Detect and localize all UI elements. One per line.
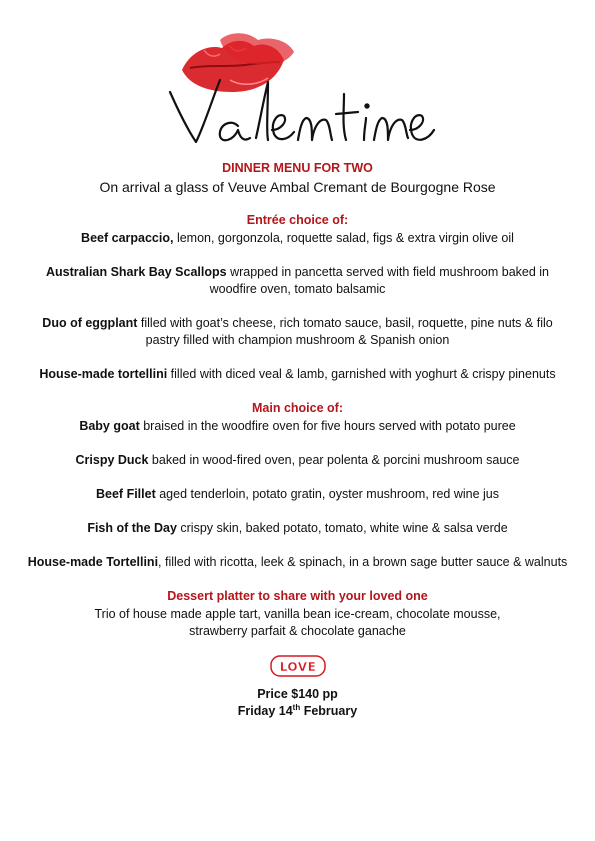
dessert-heading: Dessert platter to share with your loved one <box>167 589 428 603</box>
main-item <box>28 520 568 537</box>
menu-content <box>0 160 595 720</box>
love-heart-icon <box>270 654 326 678</box>
dish-name: Beef Fillet <box>96 487 156 501</box>
price: Price $140 pp <box>257 687 338 701</box>
date-suffix: th <box>292 702 301 712</box>
dish-name: House-made tortellini <box>39 367 168 381</box>
main-item <box>28 452 568 469</box>
dish-name: Baby goat <box>79 419 140 433</box>
dish-description: braised in the woodfire oven for five hours served with potato puree <box>139 419 516 433</box>
entree-item <box>28 230 568 247</box>
menu-title: DINNER MENU FOR TWO <box>222 161 373 175</box>
main-item <box>28 418 568 435</box>
dish-name: Duo of eggplant <box>42 316 138 330</box>
entree-heading: Entrée choice of: <box>246 213 349 227</box>
date-month: February <box>300 704 358 718</box>
dish-name: Crispy Duck <box>75 453 149 467</box>
dish-description: crispy skin, baked potato, tomato, white wine & salsa verde <box>176 521 508 535</box>
dish-description: filled with goat’s cheese, rich tomato sauce, basil, roquette, pine nuts & filo pastry filled with champion mushroom & Spanish onion <box>137 316 553 347</box>
dish-name: Fish of the Day <box>87 521 177 535</box>
dish-description: , filled with ricotta, leek & spinach, in a brown sage butter sauce & walnuts <box>158 555 568 569</box>
dish-name: Beef carpaccio, <box>81 231 174 245</box>
love-badge-text: LOVE <box>279 660 317 674</box>
main-heading: Main choice of: <box>252 401 343 415</box>
dish-description: filled with diced veal & lamb, garnished with yoghurt & crispy pinenuts <box>167 367 556 381</box>
dessert-line: Trio of house made apple tart, vanilla bean ice-cream, chocolate mousse, <box>94 607 501 621</box>
main-item <box>28 554 568 571</box>
event-date <box>0 703 595 720</box>
arrival-drink: On arrival a glass of Veuve Ambal Cremant de Bourgogne Rose <box>99 179 496 195</box>
dish-description: lemon, gorgonzola, roquette salad, figs & extra virgin olive oil <box>173 231 514 245</box>
lips-icon <box>182 33 294 92</box>
dish-description: baked in wood-fired oven, pear polenta & porcini mushroom sauce <box>148 453 520 467</box>
entree-item <box>28 366 568 383</box>
love-badge <box>0 654 595 680</box>
valentine-logo <box>160 30 440 155</box>
dish-name: Australian Shark Bay Scallops <box>45 265 227 279</box>
entree-item <box>28 315 568 349</box>
dish-name: House-made Tortellini <box>27 555 159 569</box>
date-day: Friday 14 <box>237 704 293 718</box>
dish-description: wrapped in pancetta served with field mushroom baked in woodfire oven, tomato balsamic <box>209 265 550 296</box>
lips-script-icon <box>160 30 440 155</box>
dish-description: aged tenderloin, potato gratin, oyster mushroom, red wine jus <box>155 487 499 501</box>
dessert-line: strawberry parfait & chocolate ganache <box>189 624 406 638</box>
entree-item <box>28 264 568 298</box>
main-item <box>28 486 568 503</box>
